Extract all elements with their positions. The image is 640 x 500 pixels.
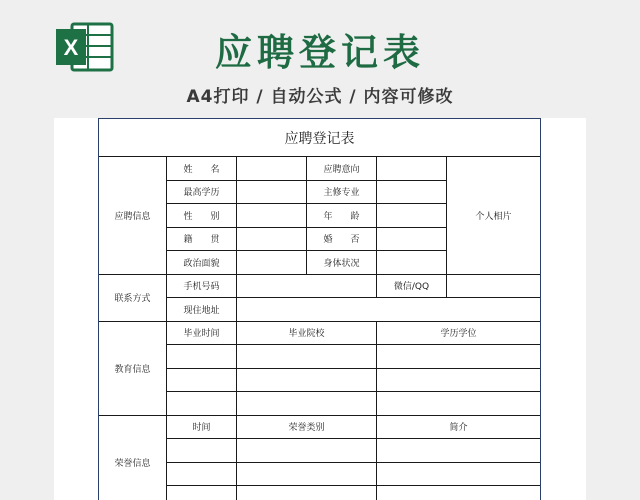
edu-cell[interactable] [237, 368, 377, 392]
position-field[interactable] [377, 157, 447, 181]
education-level-label: 最高学历 [167, 180, 237, 204]
major-field[interactable] [377, 180, 447, 204]
phone-label: 手机号码 [167, 274, 237, 298]
edu-cell[interactable] [377, 392, 541, 416]
honor-cell[interactable] [237, 462, 377, 486]
honor-cell[interactable] [377, 439, 541, 463]
edu-cell[interactable] [237, 392, 377, 416]
honor-cell[interactable] [377, 486, 541, 500]
photo-cell[interactable]: 个人相片 [447, 157, 541, 275]
edu-cell[interactable] [167, 345, 237, 369]
wechat-qq-label: 微信/QQ [377, 274, 447, 298]
phone-field[interactable] [237, 274, 377, 298]
honor-cell[interactable] [237, 486, 377, 500]
name-label: 姓 名 [167, 157, 237, 181]
edu-cell[interactable] [237, 345, 377, 369]
honor-header-category: 荣誉类别 [237, 415, 377, 439]
edu-cell[interactable] [377, 368, 541, 392]
page-title: 应聘登记表 [215, 31, 425, 74]
edu-header-school: 毕业院校 [237, 321, 377, 345]
address-label: 现住地址 [167, 298, 237, 322]
section-applicant-info: 应聘信息 [99, 157, 167, 275]
section-contact: 联系方式 [99, 274, 167, 321]
honor-cell[interactable] [377, 462, 541, 486]
section-honors: 荣誉信息 [99, 415, 167, 500]
honor-cell[interactable] [167, 486, 237, 500]
age-label: 年 龄 [307, 204, 377, 228]
gender-field[interactable] [237, 204, 307, 228]
health-label: 身体状况 [307, 251, 377, 275]
name-field[interactable] [237, 157, 307, 181]
form-title: 应聘登记表 [99, 119, 541, 157]
paper-sheet [54, 118, 586, 500]
major-label: 主修专业 [307, 180, 377, 204]
marital-status-label: 婚 否 [307, 227, 377, 251]
edu-cell[interactable] [167, 392, 237, 416]
section-education: 教育信息 [99, 321, 167, 415]
honor-header-time: 时间 [167, 415, 237, 439]
svg-text:X: X [63, 35, 79, 60]
address-field[interactable] [237, 298, 541, 322]
wechat-qq-field[interactable] [447, 274, 541, 298]
native-place-field[interactable] [237, 227, 307, 251]
form-table [98, 119, 541, 500]
health-field[interactable] [377, 251, 447, 275]
honor-cell[interactable] [167, 439, 237, 463]
gender-label: 性 别 [167, 204, 237, 228]
honor-cell[interactable] [167, 462, 237, 486]
marital-status-field[interactable] [377, 227, 447, 251]
political-status-label: 政治面貌 [167, 251, 237, 275]
honor-header-description: 简介 [377, 415, 541, 439]
position-label: 应聘意向 [307, 157, 377, 181]
political-status-field[interactable] [237, 251, 307, 275]
honor-cell[interactable] [237, 439, 377, 463]
page-subtitle: A4打印 / 自动公式 / 内容可修改 [186, 87, 454, 107]
edu-cell[interactable] [377, 345, 541, 369]
native-place-label: 籍 贯 [167, 227, 237, 251]
registration-form [98, 118, 541, 500]
edu-cell[interactable] [167, 368, 237, 392]
age-field[interactable] [377, 204, 447, 228]
edu-header-graduation-time: 毕业时间 [167, 321, 237, 345]
edu-header-degree: 学历学位 [377, 321, 541, 345]
education-level-field[interactable] [237, 180, 307, 204]
